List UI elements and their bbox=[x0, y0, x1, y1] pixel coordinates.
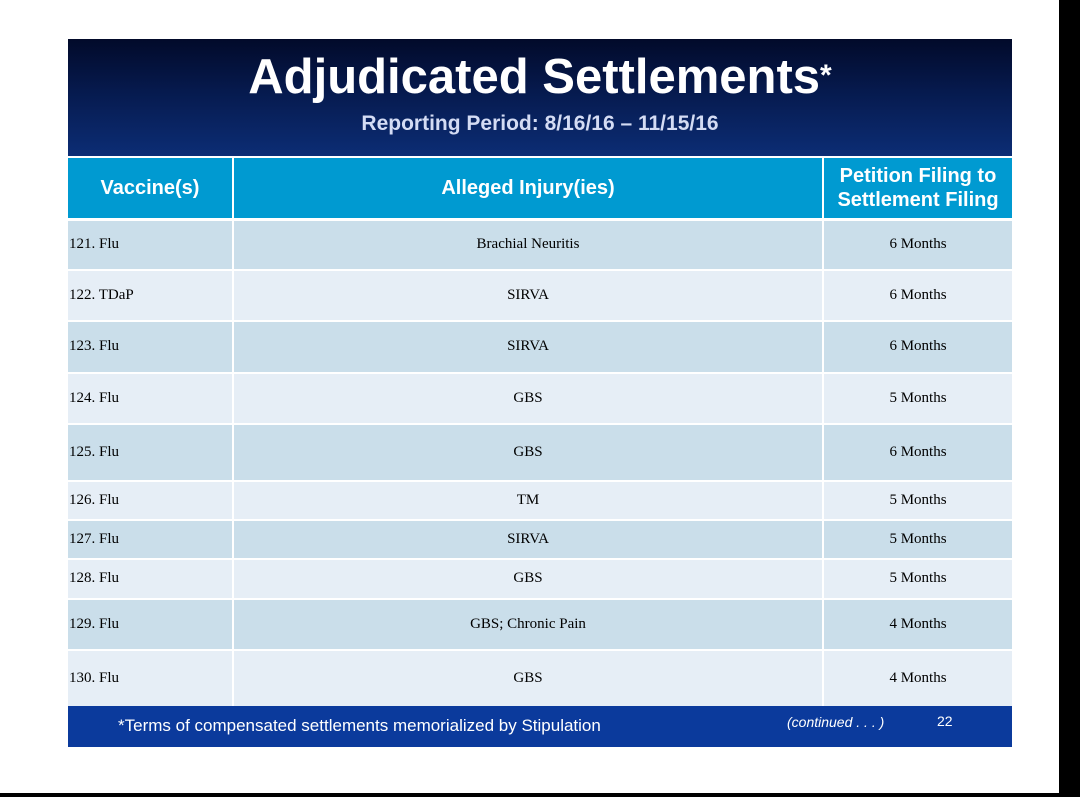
settlements-table bbox=[68, 156, 1012, 708]
duration-cell: 4 Months bbox=[823, 599, 1012, 650]
page-number: 22 bbox=[937, 713, 953, 729]
injury-cell: GBS bbox=[233, 424, 823, 481]
slide-header bbox=[68, 39, 1012, 156]
table-row bbox=[68, 650, 1012, 707]
vaccine-cell: 126. Flu bbox=[68, 481, 233, 520]
duration-cell: 6 Months bbox=[823, 270, 1012, 321]
duration-cell: 6 Months bbox=[823, 220, 1012, 270]
injury-cell: GBS bbox=[233, 373, 823, 424]
table-row bbox=[68, 220, 1012, 270]
table-row bbox=[68, 481, 1012, 520]
duration-cell: 5 Months bbox=[823, 481, 1012, 520]
injury-cell: SIRVA bbox=[233, 520, 823, 559]
table-row bbox=[68, 424, 1012, 481]
duration-cell: 4 Months bbox=[823, 650, 1012, 707]
table-row bbox=[68, 559, 1012, 599]
slide bbox=[68, 39, 1012, 747]
duration-cell: 6 Months bbox=[823, 321, 1012, 373]
table-row bbox=[68, 270, 1012, 321]
footnote: *Terms of compensated settlements memorialized by Stipulation bbox=[118, 716, 601, 735]
column-header-alleged-injuries: Alleged Injury(ies) bbox=[233, 157, 823, 220]
injury-cell: SIRVA bbox=[233, 270, 823, 321]
duration-cell: 5 Months bbox=[823, 520, 1012, 559]
vaccine-cell: 125. Flu bbox=[68, 424, 233, 481]
duration-cell: 5 Months bbox=[823, 373, 1012, 424]
vaccine-cell: 124. Flu bbox=[68, 373, 233, 424]
table-row bbox=[68, 373, 1012, 424]
table-row bbox=[68, 599, 1012, 650]
column-header-petition-to-settlement: Petition Filing to Settlement Filing bbox=[823, 157, 1012, 220]
table-header-row bbox=[68, 157, 1012, 220]
duration-cell: 6 Months bbox=[823, 424, 1012, 481]
injury-cell: SIRVA bbox=[233, 321, 823, 373]
injury-cell: Brachial Neuritis bbox=[233, 220, 823, 270]
injury-cell: GBS; Chronic Pain bbox=[233, 599, 823, 650]
vaccine-cell: 122. TDaP bbox=[68, 270, 233, 321]
title-asterisk: * bbox=[820, 59, 832, 92]
vaccine-cell: 121. Flu bbox=[68, 220, 233, 270]
slide-title-text: Adjudicated Settlements bbox=[248, 50, 821, 104]
window-bottom-edge bbox=[0, 793, 1080, 797]
injury-cell: GBS bbox=[233, 559, 823, 599]
column-header-vaccines: Vaccine(s) bbox=[68, 157, 233, 220]
injury-cell: TM bbox=[233, 481, 823, 520]
vaccine-cell: 127. Flu bbox=[68, 520, 233, 559]
reporting-period: Reporting Period: 8/16/16 – 11/15/16 bbox=[361, 112, 719, 135]
injury-cell: GBS bbox=[233, 650, 823, 707]
window-right-edge bbox=[1059, 0, 1080, 797]
slide-footer bbox=[68, 706, 1012, 747]
slide-title bbox=[68, 45, 1012, 108]
continued-note: (continued . . . ) bbox=[787, 714, 885, 730]
vaccine-cell: 123. Flu bbox=[68, 321, 233, 373]
vaccine-cell: 130. Flu bbox=[68, 650, 233, 707]
table-row bbox=[68, 321, 1012, 373]
duration-cell: 5 Months bbox=[823, 559, 1012, 599]
vaccine-cell: 128. Flu bbox=[68, 559, 233, 599]
table-row bbox=[68, 520, 1012, 559]
vaccine-cell: 129. Flu bbox=[68, 599, 233, 650]
